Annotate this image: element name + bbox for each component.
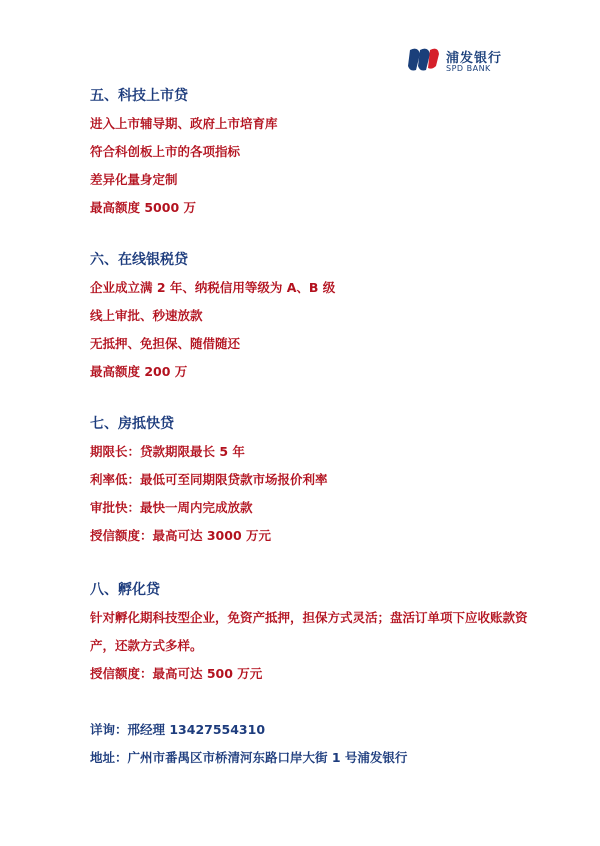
section-online-tax-loan <box>90 246 530 386</box>
brand-name-en: SPD BANK <box>446 64 491 73</box>
section-item: 差异化量身定制 <box>90 172 178 187</box>
section-item: 线上审批、秒速放款 <box>90 308 203 323</box>
contact-phone: 详询：邢经理 13427554310 <box>90 722 266 737</box>
section-item: 授信额度：最高可达 3000 万元 <box>90 528 271 543</box>
section-heading: 七、房抵快贷 <box>90 416 174 432</box>
section-heading: 五、科技上市贷 <box>90 88 188 104</box>
section-incubation-loan <box>90 576 530 688</box>
section-item: 利率低：最低可至同期限贷款市场报价利率 <box>90 472 328 487</box>
section-item: 符合科创板上市的各项指标 <box>90 144 241 159</box>
spd-bank-logo-icon <box>406 46 440 74</box>
contact-address: 地址：广州市番禺区市桥清河东路口岸大街 1 号浦发银行 <box>90 750 408 765</box>
section-item: 无抵押、免担保、随借随还 <box>90 336 241 351</box>
section-item: 审批快：最快一周内完成放款 <box>90 500 253 515</box>
contact-info <box>90 716 530 772</box>
section-item: 最高额度 5000 万 <box>90 200 196 215</box>
section-tech-listing-loan <box>90 82 530 222</box>
section-item: 企业成立满 2 年、纳税信用等级为 A、B 级 <box>90 280 336 295</box>
section-item: 最高额度 200 万 <box>90 364 188 379</box>
section-item: 授信额度：最高可达 500 万元 <box>90 666 263 681</box>
brand-name-cn: 浦发银行 <box>446 51 503 66</box>
section-item: 进入上市辅导期、政府上市培育库 <box>90 116 278 131</box>
section-heading: 六、在线银税贷 <box>90 252 188 268</box>
section-item: 期限长：贷款期限最长 5 年 <box>90 444 245 459</box>
section-property-mortgage-loan <box>90 410 530 550</box>
section-item: 针对孵化期科技型企业，免资产抵押，担保方式灵活；盘活订单项下应收账款资产，还款方式多样。 <box>90 610 528 653</box>
brand-logo <box>406 44 516 78</box>
section-heading: 八、孵化贷 <box>90 582 160 598</box>
